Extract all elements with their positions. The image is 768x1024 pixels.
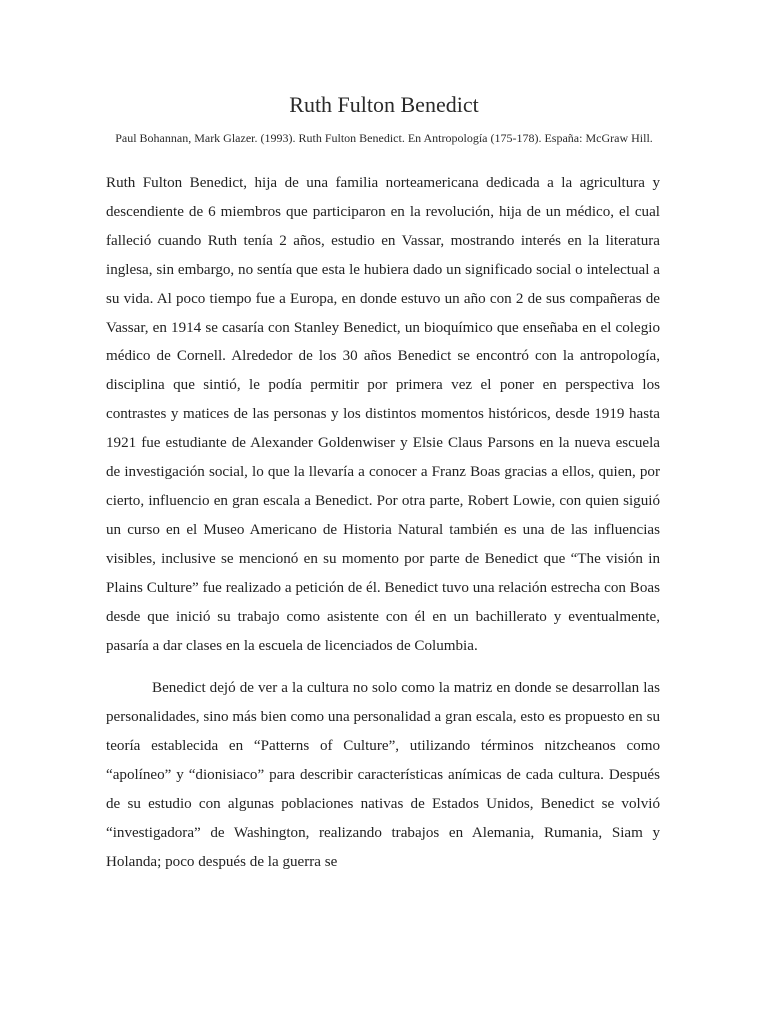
paragraph: Ruth Fulton Benedict, hija de una familia norteamericana dedicada a la agricultura y descendiente de 6 miembros que participaron en la revolución, hija de un médico, el cual falleció cuando Ruth tenía 2 años, estudio en Vassar, mostrando interés en la literatura inglesa, sin embargo, no sentía que esta le hubiera dado un significado social o intelectual a su vida. Al poco tiempo fue a Europa, en donde estuvo un año con 2 de sus compañeras de Vassar, en 1914 se casaría con Stanley Benedict, un bioquímico que enseñaba en el colegio médico de Cornell. Alrededor de los 30 años Benedict se encontró con la antropología, disciplina que sintió, le podía permitir por primera vez el poner en perspectiva los contrastes y matices de las personas y los distintos momentos históricos, desde 1919 hasta 1921 fue estudiante de Alexander Goldenwiser y Elsie Claus Parsons en la nueva escuela de investigación social, lo que la llevaría a conocer a Franz Boas gracias a ellos, quien, por cierto, influencio en gran escala a Benedict. Por otra parte, Robert Lowie, con quien siguió un curso en el Museo Americano de Historia Natural también es una de las influencias visibles, inclusive se mencionó en su momento por parte de Benedict que “The visión in Plains Culture” fue realizado a petición de él. Benedict tuvo una relación estrecha con Boas desde que inició su trabajo como asistente con él en un bachillerato y eventualmente, pasaría a dar clases en la escuela de licenciados de Columbia. [106,175,660,654]
paragraph: Benedict dejó de ver a la cultura no solo como la matriz en donde se desarrollan las personalidades, sino más bien como una personalidad a gran escala, esto es propuesto en su teoría establecida en “Patterns of Culture”, utilizando términos nitzcheanos como “apolíneo” y “dionisiaco” para describir características anímicas de cada cultura. Después de su estudio con algunas poblaciones nativas de Estados Unidos, Benedict se volvió “investigadora” de Washington, realizando trabajos en Alemania, Rumania, Siam y Holanda; poco después de la guerra se [106,680,660,870]
document-body [106,169,660,877]
citation: Paul Bohannan, Mark Glazer. (1993). Ruth Fulton Benedict. En Antropología (175-178). España: McGraw Hill. [115,131,653,145]
document-title: Ruth Fulton Benedict [289,92,479,117]
